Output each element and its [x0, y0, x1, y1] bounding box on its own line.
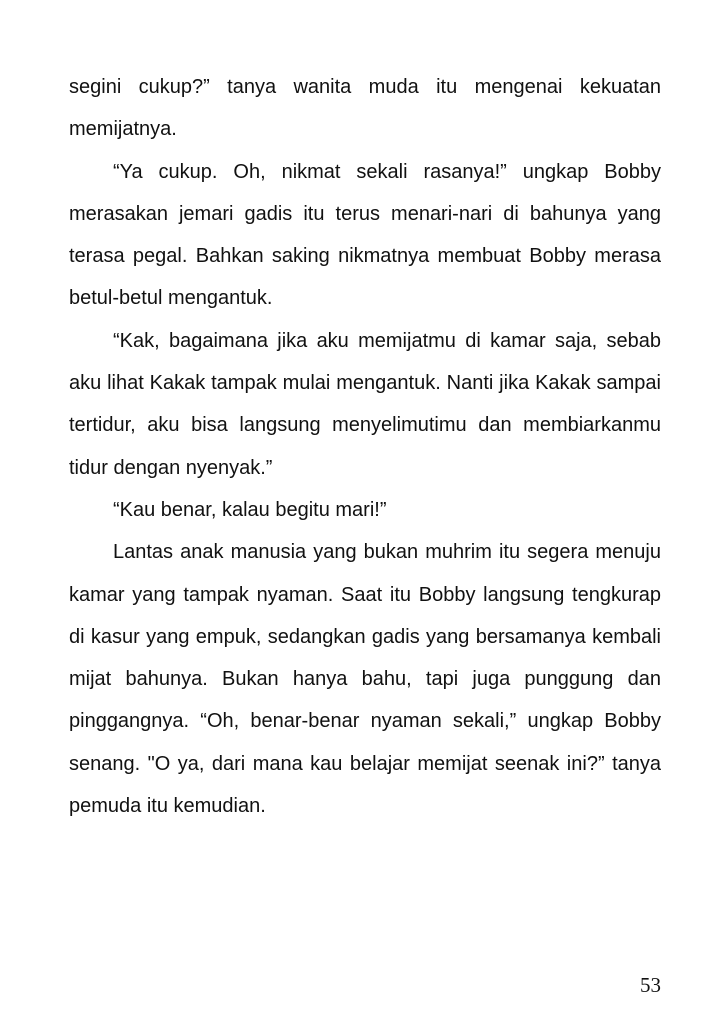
paragraph-narration: Lantas anak manusia yang bukan muhrim itu segera menuju kamar yang tampak nyaman. Saat itu Bobby langsung tengkurap di kasur yang empuk, sedangkan gadis yang bersamanya kembali mijat bahunya. Bukan hanya bahu, tapi juga punggung dan pinggangnya. “Oh, benar-benar nyaman sekali,” ungkap Bobby senang. "O ya, dari mana kau belajar memijat seenak ini?” tanya pemuda itu kemudian. [69, 541, 661, 818]
paragraph-continuation: segini cukup?” tanya wanita muda itu mengenai kekuatan memijatnya. [69, 76, 661, 141]
paragraph-dialogue-2: “Kak, bagaimana jika aku memijatmu di kamar saja, sebab aku lihat Kakak tampak mulai mengantuk. Nanti jika Kakak sampai tertidur, aku bisa langsung menyelimutimu dan membiarkanmu tidur dengan nyenyak.” [69, 329, 661, 479]
page-number: 53 [640, 973, 661, 997]
paragraph-dialogue-1: “Ya cukup. Oh, nikmat sekali rasanya!” ungkap Bobby merasakan jemari gadis itu terus menari-nari di bahunya yang terasa pegal. Bahkan saking nikmatnya membuat Bobby merasa betul-betul mengantuk. [69, 160, 661, 310]
paragraph-dialogue-3: “Kau benar, kalau begitu mari!” [113, 498, 387, 521]
body-text [69, 66, 661, 827]
